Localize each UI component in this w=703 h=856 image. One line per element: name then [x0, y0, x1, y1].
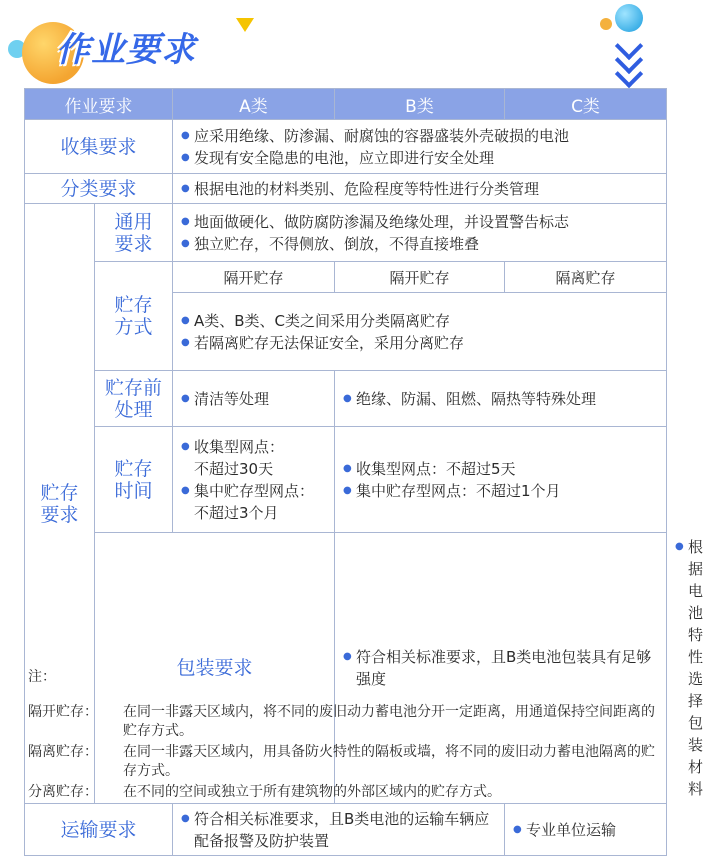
header-cell: 作业要求: [25, 89, 173, 120]
notes-section: [28, 668, 668, 804]
list-item: ● 收集型网点：不超过5天: [343, 458, 662, 480]
table-cell: 隔开贮存: [173, 262, 335, 293]
general-label: 通用要求: [114, 210, 153, 255]
list-item: ● 地面做硬化、做防腐防渗漏及绝缘处理，并设置警告标志: [181, 211, 662, 233]
list-item: ● 收集型网点：: [181, 436, 330, 458]
list-item: ● A类、B类、C类之间采用分类隔离贮存: [181, 310, 662, 332]
row-label: 运输要求: [25, 804, 173, 856]
list-item: ● 符合相关标准要求，且B类电池的运输车辆应配备报警及防护装置: [181, 808, 500, 852]
list-item: ● 发现有安全隐患的电池，应立即进行安全处理: [181, 147, 662, 169]
table-cell: [173, 804, 505, 856]
list-item: ● 集中贮存型网点：: [181, 480, 330, 502]
note-term: 隔开贮存：: [28, 704, 98, 720]
table-cell: [173, 371, 335, 427]
row-content: [173, 120, 667, 174]
sub-label: [95, 262, 173, 371]
list-item: ● 独立贮存，不得侧放、倒放，不得直接堆叠: [181, 233, 662, 255]
storage-label: 贮存要求: [40, 481, 79, 526]
pre-label: 贮存前处理: [104, 376, 162, 421]
list-item: ● 绝缘、防漏、阻燃、隔热等特殊处理: [343, 388, 662, 410]
header-cell: B类: [335, 89, 505, 120]
note-item: [28, 743, 668, 781]
list-item-detail: 不超过30天: [194, 459, 274, 478]
decorative-dot: [600, 18, 612, 30]
table-cell: 隔离贮存: [505, 262, 667, 293]
list-item: ● 专业单位运输: [513, 819, 662, 841]
row-content: [173, 204, 667, 262]
note-item: [28, 703, 668, 741]
row-label: 包装要求: [95, 533, 335, 804]
row-label: 收集要求: [25, 120, 173, 174]
chevron-down-icon: [614, 36, 644, 84]
note-description: 在同一非露天区域内，将不同的废旧动力蓄电池分开一定距离，用通道保持空间距离的贮存方式。: [123, 704, 655, 739]
table-row: [25, 174, 667, 204]
note-term: 分离贮存：: [28, 784, 98, 800]
row-content: [173, 174, 667, 204]
table-row: [25, 371, 667, 427]
note-term: 隔离贮存：: [28, 744, 98, 760]
note-item: [28, 783, 668, 802]
table-row: [25, 427, 667, 533]
table-cell: 隔开贮存: [335, 262, 505, 293]
list-item: ● 根据电池的材料类别、危险程度等特性进行分类管理: [181, 178, 662, 200]
header-cell: A类: [173, 89, 335, 120]
list-item: ● 应采用绝缘、防渗漏、耐腐蚀的容器盛装外壳破损的电池: [181, 125, 662, 147]
decorative-circle: [615, 4, 643, 32]
sub-label: [95, 371, 173, 427]
note-description: 在同一非露天区域内，用具备防火特性的隔板或墙，将不同的废旧动力蓄电池隔离的贮存方式。: [123, 744, 655, 779]
table-cell: [505, 804, 667, 856]
sub-label: [95, 204, 173, 262]
list-item-detail: 不超过3个月: [194, 503, 279, 522]
header-cell: C类: [505, 89, 667, 120]
list-item: ● 根据电池特性选择包装材料: [675, 536, 688, 800]
row-label: 分类要求: [25, 174, 173, 204]
row-content: [173, 293, 667, 371]
list-item: ● 符合相关标准要求，且B类电池包装具有足够强度: [343, 646, 662, 690]
list-item: ● 集中贮存型网点：不超过1个月: [343, 480, 662, 502]
table-row: [25, 120, 667, 174]
list-item: ● 若隔离贮存无法保证安全，采用分离贮存: [181, 332, 662, 354]
list-item: ● 清洁等处理: [181, 388, 330, 410]
notes-heading: 注：: [28, 669, 56, 685]
method-label: 贮存方式: [114, 294, 153, 338]
decorative-triangle: [236, 18, 254, 32]
note-description: 在不同的空间或独立于所有建筑物的外部区域内的贮存方式。: [123, 784, 501, 800]
table-row: [25, 204, 667, 262]
table-cell: [173, 427, 335, 533]
table-cell: [335, 371, 667, 427]
table-row: [25, 262, 667, 293]
time-label: 贮存时间: [114, 457, 153, 502]
table-cell: [335, 427, 667, 533]
page-title: 作业要求: [56, 30, 196, 70]
sub-label: [95, 427, 173, 533]
table-header-row: [25, 89, 667, 120]
table-row: [25, 804, 667, 856]
